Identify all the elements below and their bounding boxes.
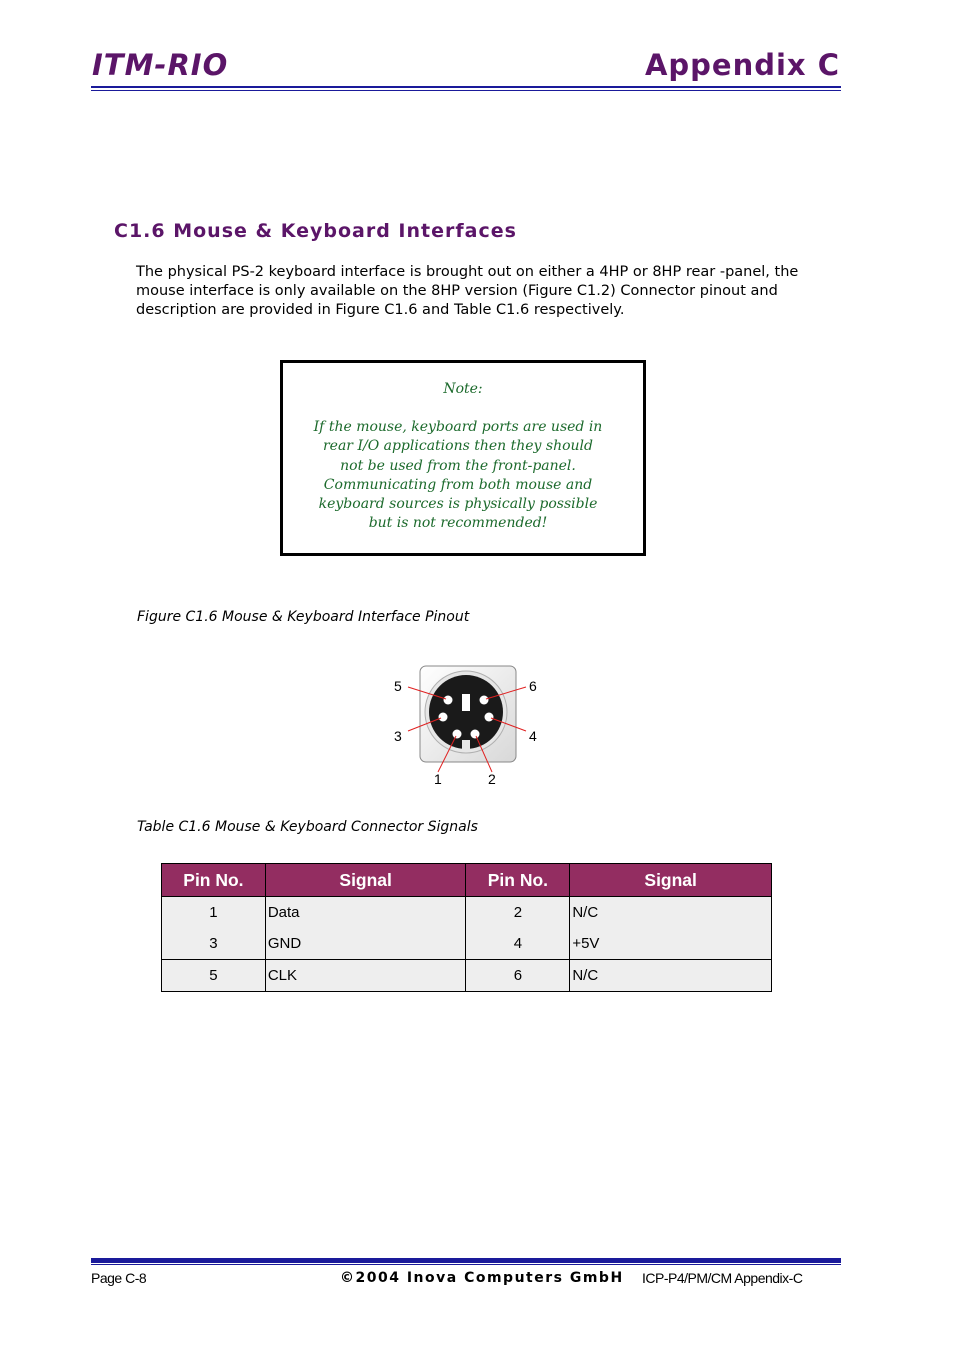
pin-label-2: 2 [488,771,496,787]
ps2-connector-icon [380,660,550,795]
pin-label-3: 3 [394,728,402,744]
header-signal: Signal [570,864,772,897]
cell-pin: 6 [466,960,570,992]
cell-pin: 4 [466,928,570,960]
header-rule-thin [91,90,841,91]
footer-rule [91,1258,841,1263]
pin-label-6: 6 [529,678,537,694]
cell-signal: N/C [570,960,772,992]
footer-page-number: Page C-8 [91,1270,147,1286]
footer-document-id: ICP-P4/PM/CM Appendix-C [642,1270,803,1286]
cell-signal: GND [265,928,466,960]
header-right-title: Appendix C [644,48,840,82]
ps2-connector-diagram [380,660,550,795]
header-pin-no: Pin No. [466,864,570,897]
pin-label-4: 4 [529,728,537,744]
cell-pin: 3 [162,928,266,960]
note-box [280,360,646,556]
cell-pin: 2 [466,897,570,929]
figure-caption: Figure C1.6 Mouse & Keyboard Interface Pinout [137,609,470,625]
header-pin-no: Pin No. [162,864,266,897]
table-row [162,897,772,929]
cell-signal: CLK [265,960,466,992]
table-header-row [162,864,772,897]
table-row [162,960,772,992]
header-rule [91,86,841,88]
cell-signal: Data [265,897,466,929]
table-row [162,928,772,960]
footer-rule-thin [91,1264,841,1265]
header-signal: Signal [265,864,466,897]
section-title: C1.6 Mouse & Keyboard Interfaces [114,220,517,242]
connector-signal-table [161,863,772,992]
pin-label-5: 5 [394,678,402,694]
cell-pin: 5 [162,960,266,992]
table-caption: Table C1.6 Mouse & Keyboard Connector Signals [137,819,478,835]
pin-label-1: 1 [434,771,442,787]
cell-signal: +5V [570,928,772,960]
footer-copyright: ©2004 Inova Computers GmbH [340,1270,624,1286]
intro-paragraph: The physical PS-2 keyboard interface is brought out on either a 4HP or 8HP rear -panel, the mouse interface is only available on the 8HP version (Figure C1.2) Connector pinout and description are provided in Figure C1.6 and Table C1.6 respectively. [136,264,799,318]
cell-pin: 1 [162,897,266,929]
note-text: If the mouse, keyboard ports are used in rear I/O applications then they should not be used from the front-panel. Communicating from both mouse and keyboard sources is physically possible but is not recommended! [313,419,603,532]
note-title: Note: [443,381,483,397]
header-left-title: ITM-RIO [92,48,229,82]
cell-signal: N/C [570,897,772,929]
